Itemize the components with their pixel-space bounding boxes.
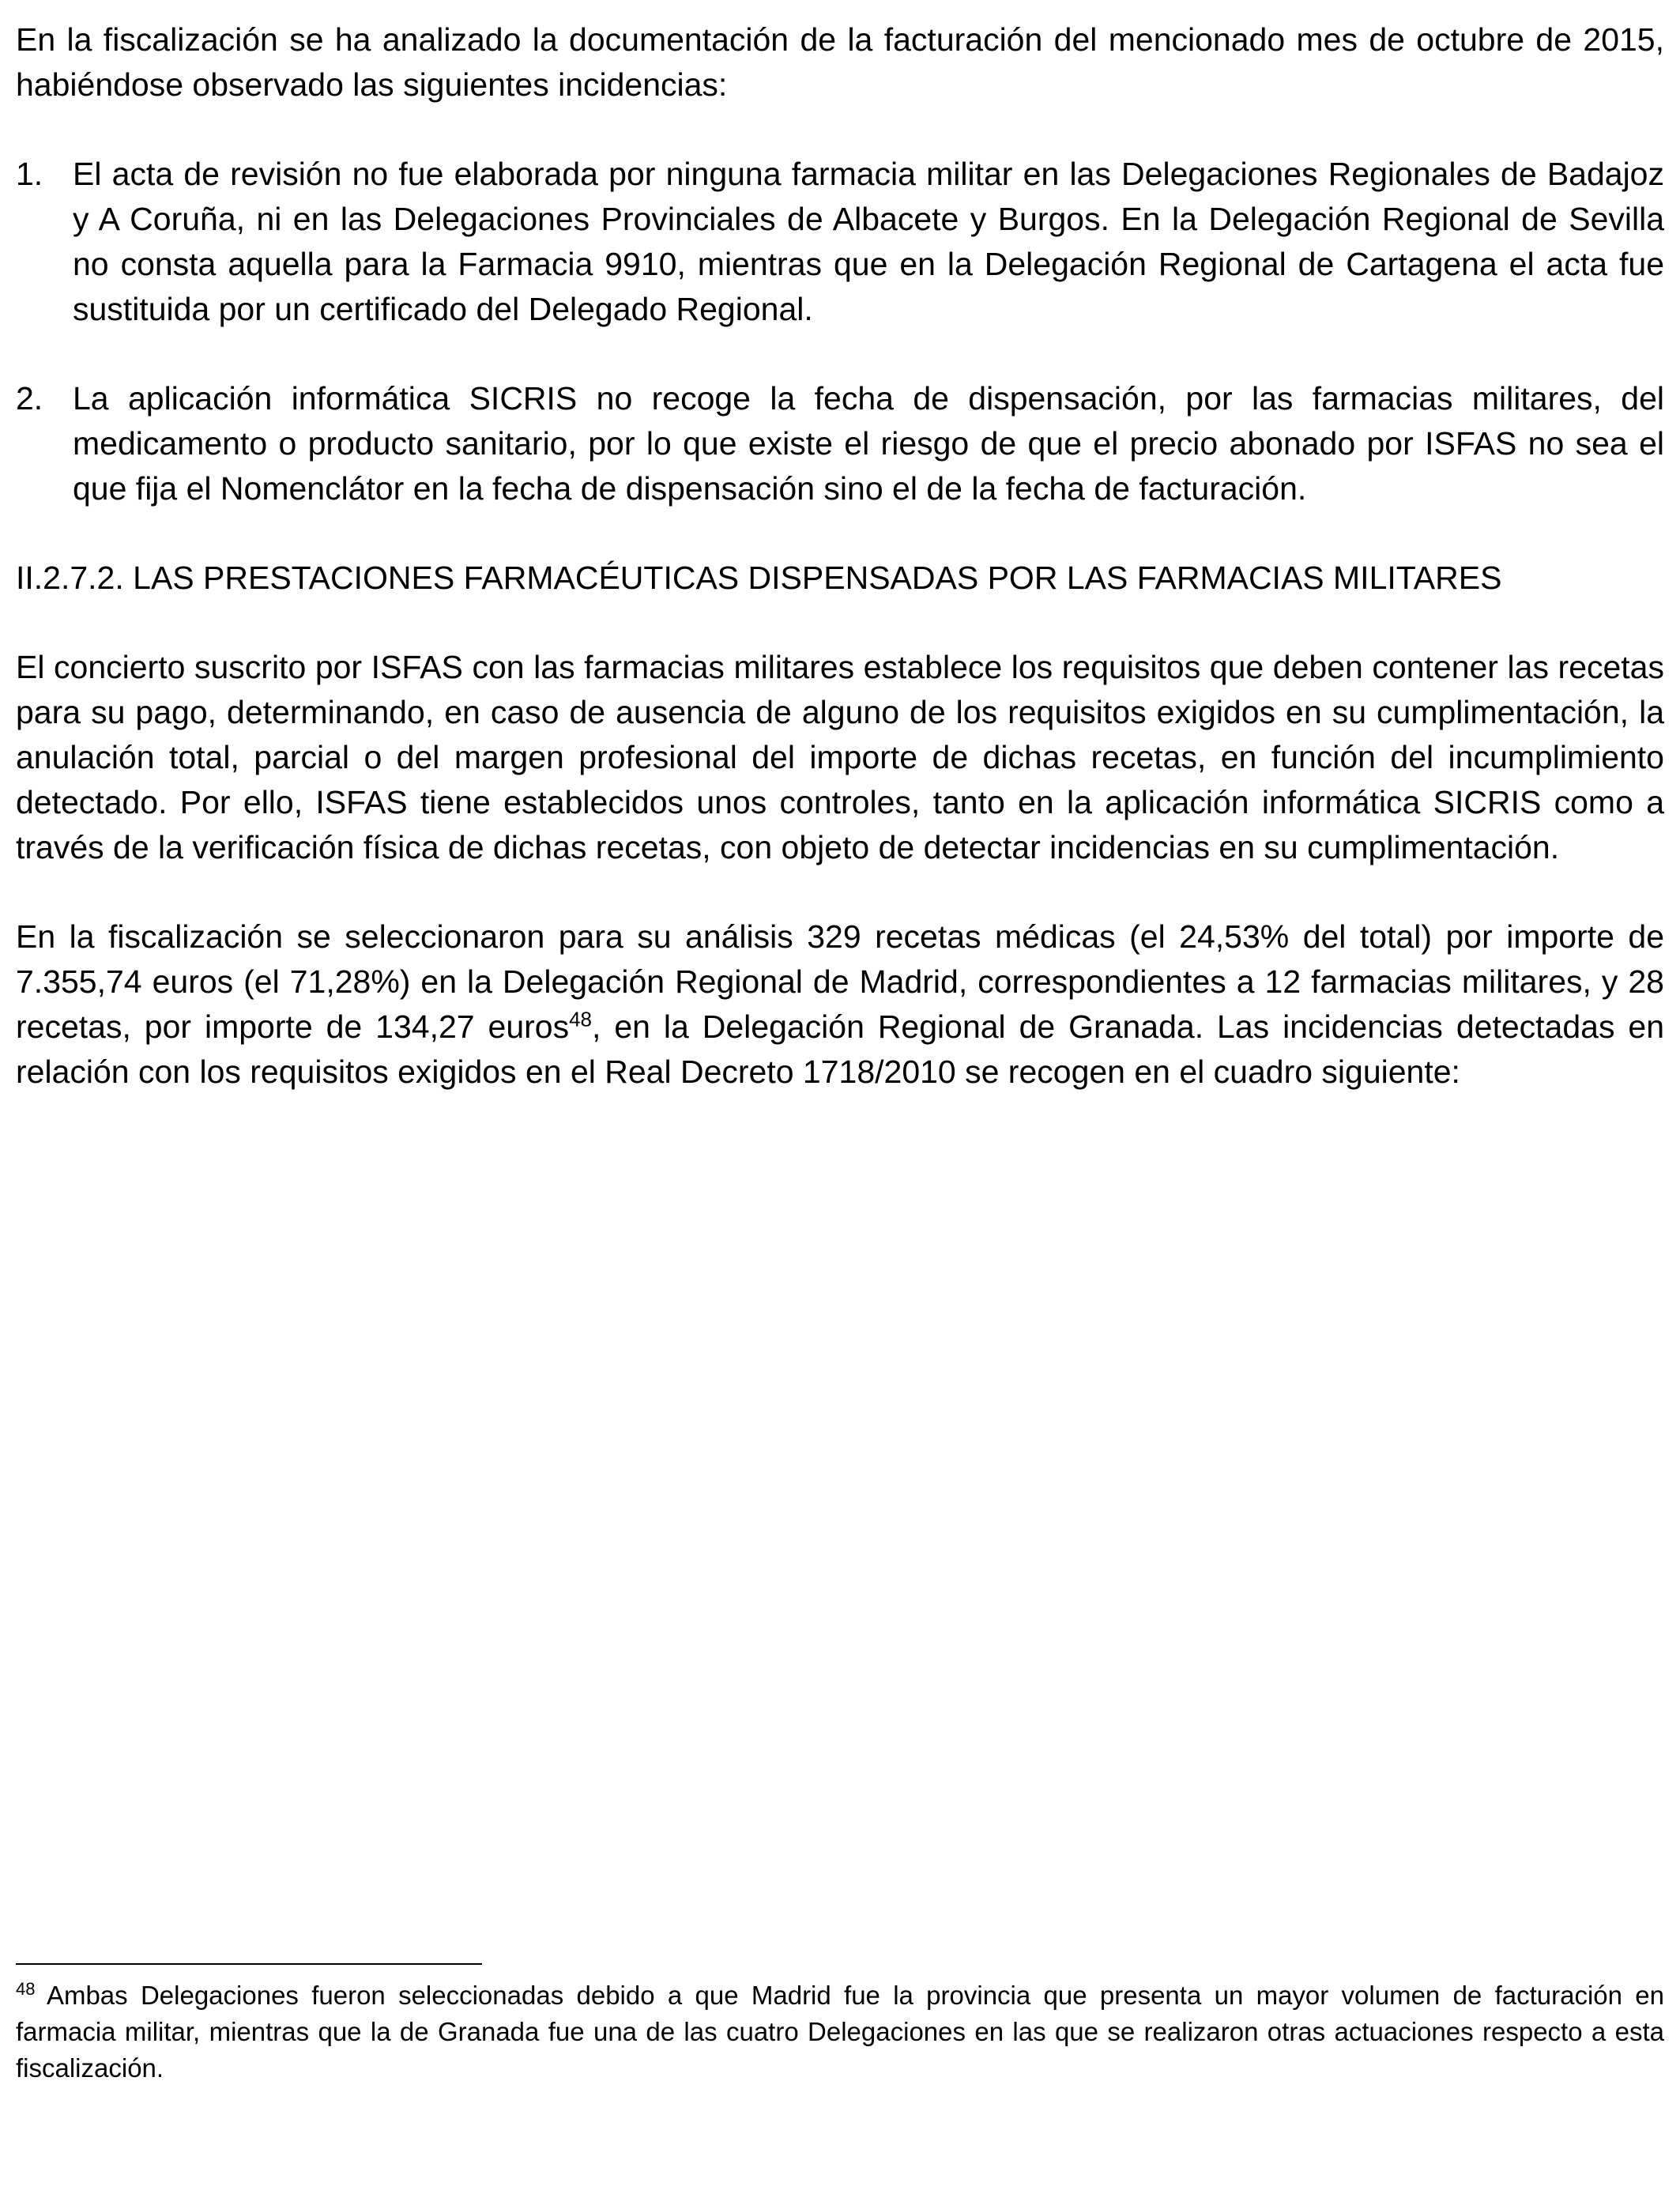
footnote-number: 48 xyxy=(16,1979,36,1999)
incidencias-list xyxy=(16,152,1664,511)
list-item xyxy=(16,376,1664,511)
footnote-text: Ambas Delegaciones fueron seleccionadas debido a que Madrid fue la provincia que presenta un mayor volumen de facturación en farmacia militar, mientras que la de Granada fue una de las cuatro Delegaciones en las que se realizaron otras actuaciones respecto a esta fiscalización. xyxy=(16,1981,1664,2083)
section-heading: II.2.7.2. LAS PRESTACIONES FARMACÉUTICAS DISPENSADAS POR LAS FARMACIAS MILITARES xyxy=(16,560,1502,596)
list-item-number: 1. xyxy=(16,156,43,192)
concierto-paragraph: El concierto suscrito por ISFAS con las farmacias militares establece los requisitos que deben contener las recetas para su pago, determinando, en caso de ausencia de alguno de los requisitos exigidos en su cumplimentación, la anulación total, parcial o del margen profesional del importe de dichas recetas, en función del incumplimiento detectado. Por ello, ISFAS tiene establecidos unos controles, tanto en la aplicación informática SICRIS como a través de la verificación física de dichas recetas, con objeto de detectar incidencias en su cumplimentación. xyxy=(16,649,1664,865)
seleccion-paragraph xyxy=(16,914,1664,1095)
seleccion-text-after: , en la Delegación Regional de Granada. Las incidencias detectadas en relación con los requisitos exigidos en el Real Decreto 1718/2010 se recogen en el cuadro siguiente: xyxy=(16,1008,1664,1090)
footnote-reference[interactable]: 48 xyxy=(569,1007,593,1031)
list-item-number: 2. xyxy=(16,380,43,417)
list-item-text: El acta de revisión no fue elaborada por ninguna farmacia militar en las Delegaciones Regionales de Badajoz y A Coruña, ni en las Delegaciones Provinciales de Albacete y Burgos. En la Delegación Regional de Sevilla no consta aquella para la Farmacia 9910, mientras que en la Delegación Regional de Cartagena el acta fue sustituida por un certificado del Delegado Regional. xyxy=(73,156,1664,327)
document-body xyxy=(16,17,1664,1095)
intro-paragraph: En la fiscalización se ha analizado la documentación de la facturación del mencionado mes de octubre de 2015, habiéndose observado las siguientes incidencias: xyxy=(16,21,1664,103)
footnote xyxy=(16,1977,1664,2087)
list-item-text: La aplicación informática SICRIS no recoge la fecha de dispensación, por las farmacias militares, del medicamento o producto sanitario, por lo que existe el riesgo de que el precio abonado por ISFAS no sea el que fija el Nomenclátor en la fecha de dispensación sino el de la fecha de facturación. xyxy=(73,380,1664,507)
list-item xyxy=(16,152,1664,332)
footnote-divider xyxy=(16,1963,482,1965)
seleccion-text-before: En la fiscalización se seleccionaron para su análisis 329 recetas médicas (el 24,53% del total) por importe de 7.355,74 euros (el 71,28%) en la Delegación Regional de Madrid, correspondientes a 12 farmacias militares, y 28 recetas, por importe de 134,27 euros xyxy=(16,918,1664,1045)
